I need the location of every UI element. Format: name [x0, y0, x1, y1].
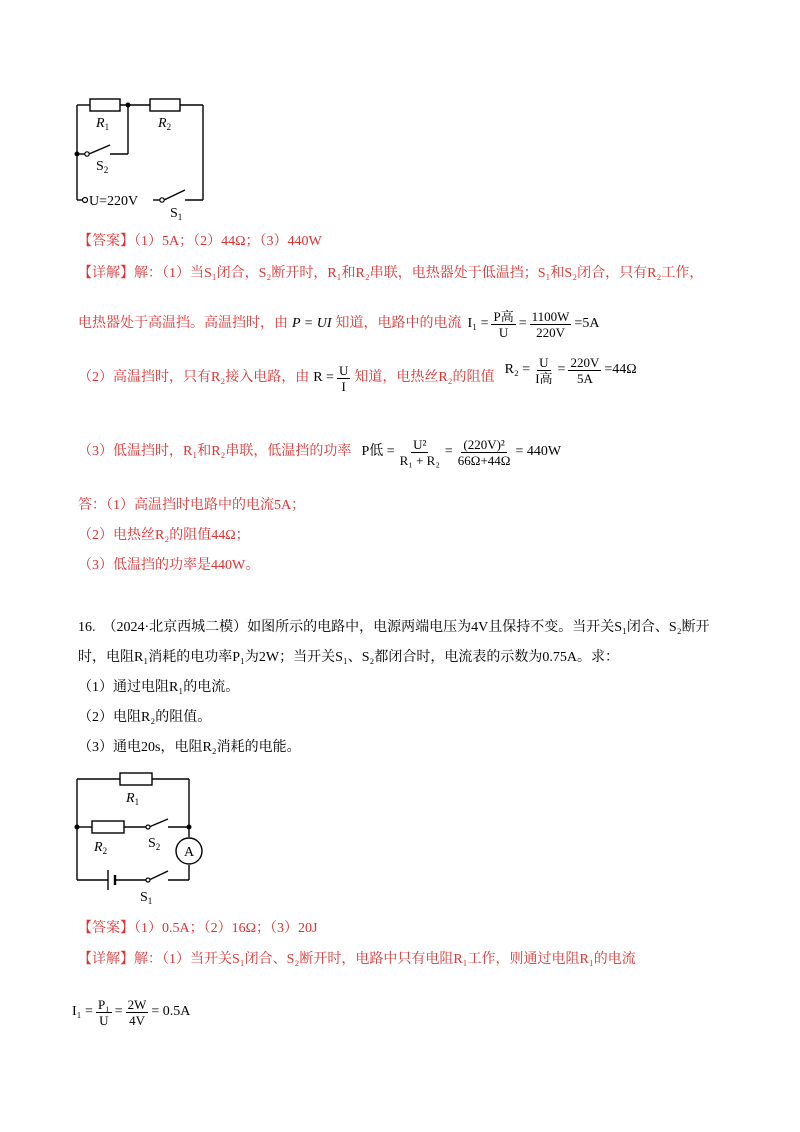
resistor-r2 — [92, 821, 124, 833]
switch-s2 — [149, 819, 168, 827]
question-16-line-2: 时，电阻R₁消耗的电功率P₁为2W；当开关S₁、S₂都闭合时，电流表的示数为0.75A。求： — [78, 650, 620, 665]
final-answer-a: 答：（1）高温挡时电路中的电流5A； — [78, 498, 306, 513]
question-16-sub-2: （2）电阻R₂的阻值。 — [78, 710, 212, 725]
label-r2: $R_2$ — [158, 116, 172, 132]
answer-2 — [78, 919, 317, 939]
switch-s2 — [89, 145, 110, 154]
label-s1: $S_1$ — [170, 206, 183, 220]
answer-tag: 【答案】 — [78, 234, 134, 249]
detail-tag: 【详解】 — [78, 952, 134, 967]
formula-current-high: I₁ = $\frac{\text{P高}}{U}$ = $\frac{1100W}{220V}$ =5A — [467, 308, 600, 340]
label-s1: $S_1$ — [140, 890, 153, 906]
answer-text: （1）5A；（2）44Ω；（3）440W — [134, 234, 322, 249]
question-16-sub-3: （3）通电20s，电阻R₂消耗的电能。 — [78, 740, 301, 755]
detail-1-line-1: 【详解】解：（1）当S₁闭合，S₂断开时，R₁和R₂串联，电热器处于低温挡；S₁和S₂闭合，只有R₂工作， — [78, 266, 704, 281]
label-voltage: U=220V — [89, 194, 139, 209]
detail-1-line-2: 电热器处于高温挡。高温挡时，由 P = UI 知道，电路中的电流 I₁ = $\frac{\text{P高}}{U}$ = $\frac{1100W}{220V}$ =5A — [78, 308, 600, 340]
resistor-r1 — [120, 773, 152, 785]
label-s2: $S_2$ — [96, 159, 109, 175]
question-16-line-1: 16. （2024·北京西城二模）如图所示的电路中，电源两端电压为4V且保持不变。当开关S₁闭合、S₂断开 — [78, 620, 710, 635]
final-answer-c: （3）低温挡的功率是440W。 — [78, 558, 260, 573]
resistor-r2 — [150, 99, 180, 111]
label-r1: $R_1$ — [96, 116, 110, 132]
resistor-r1 — [90, 99, 120, 111]
answer-tag: 【答案】 — [78, 921, 134, 936]
final-answer-b: （2）电热丝R₂的阻值44Ω； — [78, 528, 250, 543]
label-r1: $R_1$ — [126, 791, 140, 807]
label-r2: $R_2$ — [94, 840, 108, 856]
circuit-diagram-2 — [60, 765, 220, 910]
detail-tag: 【详解】 — [78, 266, 134, 281]
formula-current-i1: I₁ = $\frac{\text{P₁}}{U}$ = $\frac{2W}{4V}$ = 0.5A — [72, 996, 191, 1028]
question-16-sub-1: （1）通过电阻R₁的电流。 — [78, 680, 240, 695]
answer-1 — [78, 232, 322, 252]
label-s2: $S_2$ — [148, 836, 161, 852]
formula-p-ui: P = UI — [292, 316, 332, 331]
formula-r2: R₂ = $\frac{U}{\text{I高}}$ = $\frac{220V}{5A}$ =44Ω — [504, 354, 637, 386]
switch-s1 — [149, 871, 168, 880]
answer-text: （1）0.5A；（2）16Ω；（3）20J — [134, 921, 318, 936]
label-ammeter: A — [184, 845, 195, 860]
detail-1-line-4: （3）低温挡时，R₁和R₂串联，低温挡的功率 P低 = $\frac{\text{U²}}{\text{R₁ + R₂}}$ = $\frac{\text{(220V)²}}{66\Omega+44\Omega}$ = 440W — [78, 436, 562, 468]
formula-power-low: P低 = $\frac{\text{U²}}{\text{R₁ + R₂}}$ = $\frac{\text{(220V)²}}{66\Omega+44\Omega}$ = 440W — [361, 436, 562, 468]
formula-r-ui: R = $\frac{U}{I}$ — [313, 362, 349, 394]
detail-2-line-1: 【详解】解：（1）当开关S₁闭合、S₂断开时，电路中只有电阻R₁工作，则通过电阻R₁的电流 — [78, 952, 636, 967]
circuit-diagram-1 — [60, 90, 220, 220]
detail-1-line-3: （2）高温挡时，只有R₂接入电路，由 R = $\frac{U}{I}$ 知道，电热丝R₂的阻值 R₂ = $\frac{U}{\text{I高}}$ = $\frac{220V}{5A}$ =44Ω — [78, 354, 637, 394]
switch-s1 — [164, 190, 185, 200]
